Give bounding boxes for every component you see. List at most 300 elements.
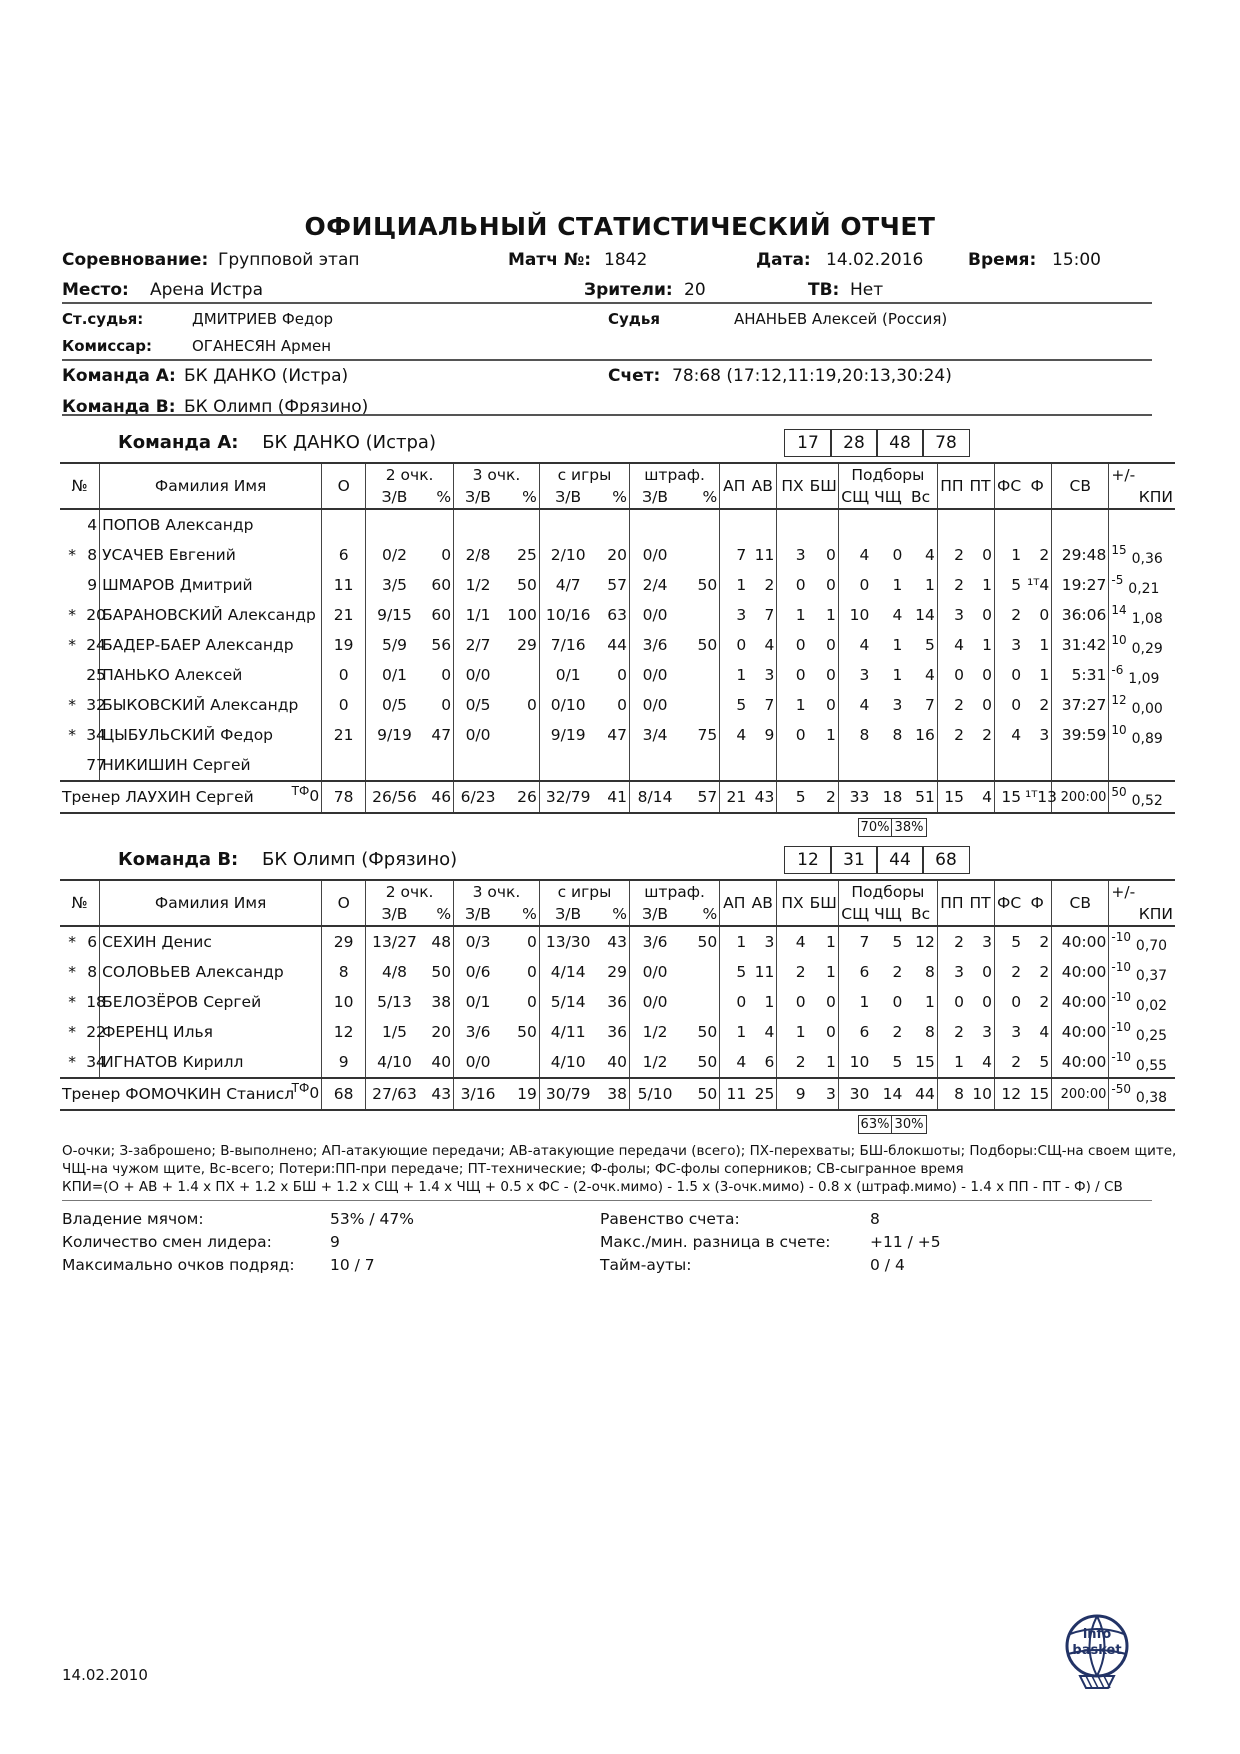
total-av: 43 — [748, 781, 777, 813]
stat-fgpct: 43 — [597, 926, 630, 957]
pm-kpi-cell — [1109, 987, 1175, 1017]
stat-fg — [539, 750, 596, 781]
stat-ft — [630, 509, 681, 540]
player-row — [60, 540, 1175, 570]
kpi-value: 0,02 — [1135, 998, 1168, 1014]
stat-fs: 2 — [1011, 963, 1022, 981]
stat-ph — [777, 750, 808, 781]
team-a-label: Команда А: — [62, 366, 176, 386]
stat-fg: 9/19 — [550, 726, 586, 744]
stat-p2pct: 56 — [423, 630, 454, 660]
col-header-3pt: 3 очк. — [454, 880, 540, 903]
total-fg: 32/79 — [539, 781, 596, 813]
max-run-value: 10 / 7 — [330, 1256, 375, 1274]
margin-label: Макс./мин. разница в счете: — [600, 1233, 831, 1251]
stat-chsch: 0 — [892, 993, 903, 1011]
lead-changes-value: 9 — [330, 1233, 340, 1251]
stat-pt: 4 — [966, 1047, 995, 1078]
stat-ft: 2/4 — [642, 576, 668, 594]
team-a-header-label: Команда А: — [118, 432, 239, 453]
stat-ap: 1 — [736, 1023, 747, 1041]
stat-ftpct — [680, 600, 720, 630]
total-fgpct: 38 — [597, 1078, 630, 1110]
player-row — [60, 720, 1175, 750]
competition-value: Групповой этап — [218, 250, 360, 270]
stat-pt: 0 — [966, 660, 995, 690]
stat-fgpct: 47 — [597, 720, 630, 750]
plus-minus: 10 — [1111, 633, 1127, 647]
stat-sv: 19:27 — [1052, 570, 1109, 600]
stat-ft: 3/4 — [642, 726, 668, 744]
stat-av: 1 — [748, 987, 777, 1017]
stat-ph: 3 — [795, 546, 806, 564]
stat-p2pct: 0 — [423, 660, 454, 690]
player-row — [60, 630, 1175, 660]
pm-kpi-cell — [1109, 957, 1175, 987]
total-vs: 44 — [904, 1078, 937, 1110]
stat-p2pct: 0 — [423, 690, 454, 720]
ref-value: АНАНЬЕВ Алексей (Россия) — [734, 310, 948, 328]
ties-value: 8 — [870, 1210, 880, 1228]
total-pp: 8 — [937, 1078, 966, 1110]
stat-p2pct: 60 — [423, 600, 454, 630]
stat-pts: 8 — [322, 957, 366, 987]
stat-pt: 1 — [966, 630, 995, 660]
stat-fs: 0 — [1011, 993, 1022, 1011]
stat-pt: 3 — [966, 1017, 995, 1047]
stat-p3pct — [502, 750, 539, 781]
stat-sch — [838, 750, 871, 781]
team-b-header-name: БК Олимп (Фрязино) — [261, 849, 458, 870]
stat-p3: 0/0 — [465, 1053, 491, 1071]
stat-ftpct: 50 — [680, 570, 720, 600]
pm-kpi-cell — [1109, 690, 1175, 720]
stat-fs: 4 — [1011, 726, 1022, 744]
stat-p3pct — [502, 509, 539, 540]
stat-fs: 3 — [1011, 636, 1022, 654]
stat-p2pct: 50 — [423, 957, 454, 987]
stat-no: 22 — [84, 1017, 99, 1047]
total-p3pct: 19 — [502, 1078, 539, 1110]
stat-chsch: 8 — [892, 726, 903, 744]
total-sv: 200:00 — [1052, 781, 1109, 813]
stat-p3pct: 0 — [502, 690, 539, 720]
date-label: Дата: — [756, 250, 811, 270]
total-pp: 15 — [937, 781, 966, 813]
stat-p3: 3/6 — [465, 1023, 491, 1041]
team-a-header-name: БК ДАНКО (Истра) — [262, 432, 436, 453]
total-p2: 26/56 — [366, 781, 423, 813]
pm-kpi-cell — [1109, 750, 1175, 781]
stat-p2: 5/9 — [382, 636, 407, 654]
stat-p3pct — [502, 720, 539, 750]
stat-pt: 2 — [966, 720, 995, 750]
stat-ft — [630, 750, 681, 781]
col-header-pct: % — [423, 903, 454, 926]
divider — [62, 302, 1152, 304]
stat-ap: 1 — [736, 666, 747, 684]
stat-pp: 0 — [954, 666, 964, 684]
quarter-score: 28 — [830, 429, 878, 457]
stat-vs — [904, 509, 937, 540]
stat-pts: 19 — [322, 630, 366, 660]
kpi-value: 0,70 — [1135, 938, 1168, 954]
stat-bsh: 1 — [808, 600, 839, 630]
stat-p2pct: 48 — [423, 926, 454, 957]
team-a-quarters — [784, 429, 974, 457]
stat-p3: 0/0 — [465, 666, 491, 684]
stat-ft: 1/2 — [642, 1053, 668, 1071]
stat-bsh: 0 — [808, 540, 839, 570]
kpi-value: 0,00 — [1131, 701, 1163, 717]
stat-fs: 5 — [1011, 933, 1022, 951]
stat-p2: 0/2 — [382, 546, 407, 564]
stat-p3: 2/7 — [465, 636, 491, 654]
col-header-sv: СВ — [1052, 880, 1109, 926]
stat-p2pct: 20 — [423, 1017, 454, 1047]
col-header-sv: СВ — [1052, 463, 1109, 509]
stat-pts: 21 — [322, 600, 366, 630]
col-header-pt: ПТ — [966, 880, 995, 926]
stat-f: 1 — [1023, 660, 1052, 690]
stat-fgpct — [597, 509, 630, 540]
stat-fg: 10/16 — [545, 606, 591, 624]
quarter-score: 68 — [922, 846, 970, 874]
stat-pp: 0 — [954, 993, 964, 1011]
quarter-score: 48 — [876, 429, 924, 457]
tv-label: ТВ: — [808, 280, 840, 300]
col-header-2pt: 2 очк. — [366, 463, 454, 486]
stat-pp: 2 — [954, 1023, 964, 1041]
stat-ph: 4 — [795, 933, 806, 951]
stat-pts: 0 — [322, 690, 366, 720]
stat-sch: 4 — [859, 696, 870, 714]
col-header-fs: ФС — [995, 880, 1024, 926]
stat-star: * — [68, 1023, 76, 1041]
total-pts: 78 — [322, 781, 366, 813]
col-header-no: № — [60, 463, 100, 509]
team-total-row — [60, 1078, 1175, 1110]
stat-pp: 2 — [954, 576, 964, 594]
time-value: 15:00 — [1052, 250, 1101, 270]
stat-fs: 0 — [1011, 696, 1022, 714]
stat-pp — [937, 750, 966, 781]
stat-chsch: 3 — [892, 696, 903, 714]
stat-f — [1023, 509, 1052, 540]
quarter-score: 31 — [830, 846, 878, 874]
pm-kpi-cell — [1109, 509, 1175, 540]
col-header-fg: с игры — [539, 463, 629, 486]
stat-name: БЕЛОЗЁРОВ Сергей — [100, 987, 322, 1017]
coach-cell — [60, 781, 322, 813]
stat-pt: 0 — [966, 957, 995, 987]
plus-minus: 14 — [1111, 603, 1127, 617]
plus-minus: -6 — [1111, 663, 1124, 677]
stat-no: 34 — [84, 720, 99, 750]
team-a-stats-table — [60, 462, 1175, 814]
total-ft: 8/14 — [630, 781, 681, 813]
player-row — [60, 987, 1175, 1017]
stat-name: ФЕРЕНЦ Илья — [100, 1017, 322, 1047]
max-run-label: Максимально очков подряд: — [62, 1256, 295, 1274]
total-ft: 5/10 — [630, 1078, 681, 1110]
stat-f: 5 — [1023, 1047, 1052, 1078]
stat-sch: 1 — [859, 993, 870, 1011]
ref-label: Судья — [608, 310, 661, 328]
player-row — [60, 570, 1175, 600]
stat-fgpct: 29 — [597, 957, 630, 987]
total-ftpct: 50 — [680, 1078, 720, 1110]
reb-pct-off: 38% — [891, 818, 927, 837]
stat-star: * — [68, 636, 76, 654]
stat-p2pct: 40 — [423, 1047, 454, 1078]
stat-p3pct: 50 — [502, 1017, 539, 1047]
stat-ftpct: 50 — [680, 1017, 720, 1047]
coach-name: Тренер ЛАУХИН Сергей — [62, 788, 254, 806]
stat-ft: 0/0 — [642, 993, 668, 1011]
stat-p3 — [454, 509, 502, 540]
stat-ft: 0/0 — [642, 546, 668, 564]
stat-vs: 14 — [904, 600, 937, 630]
plus-minus: 50 — [1111, 785, 1127, 799]
stat-name: БЫКОВСКИЙ Александр — [100, 690, 322, 720]
stat-p3: 0/1 — [465, 993, 491, 1011]
stat-p2: 1/5 — [382, 1023, 407, 1041]
pm-kpi-cell — [1109, 570, 1175, 600]
total-ap: 21 — [720, 781, 749, 813]
stat-f: 2 — [1023, 957, 1052, 987]
score-label: Счет: — [608, 366, 661, 386]
team-b-stats-table — [60, 879, 1175, 1111]
team-b-label: Команда В: — [62, 397, 176, 417]
timeouts-value: 0 / 4 — [870, 1256, 905, 1274]
stat-ap: 4 — [736, 1053, 747, 1071]
stat-p2 — [366, 750, 423, 781]
reb-pct-def: 63% — [858, 1115, 892, 1134]
col-header-pct: % — [680, 486, 720, 509]
stat-name: ПАНЬКО Алексей — [100, 660, 322, 690]
coach-cell — [60, 1078, 322, 1110]
stat-fs — [995, 509, 1024, 540]
stat-fgpct: 44 — [597, 630, 630, 660]
stat-sv — [1052, 750, 1109, 781]
pm-kpi-cell — [1109, 660, 1175, 690]
stat-p3pct: 0 — [502, 957, 539, 987]
stat-ft: 0/0 — [642, 666, 668, 684]
stat-name: ШМАРОВ Дмитрий — [100, 570, 322, 600]
stat-name: БАДЕР-БАЕР Александр — [100, 630, 322, 660]
pm-kpi-cell — [1109, 1078, 1175, 1110]
basketball-logo-icon — [1062, 1606, 1132, 1692]
stat-sv: 40:00 — [1052, 926, 1109, 957]
player-row — [60, 1047, 1175, 1078]
col-header-ph: ПХ — [777, 463, 808, 509]
stat-ftpct: 50 — [680, 926, 720, 957]
stat-sv: 31:42 — [1052, 630, 1109, 660]
tf-label: ТФ — [291, 784, 310, 798]
stat-ft: 0/0 — [642, 606, 668, 624]
plus-minus: -10 — [1111, 990, 1131, 1004]
stat-fs: 1 — [1011, 546, 1022, 564]
stat-star: * — [68, 606, 76, 624]
col-header-ft: штраф. — [630, 880, 720, 903]
stat-ftpct — [680, 690, 720, 720]
stat-fg: 5/14 — [550, 993, 586, 1011]
plus-minus: 10 — [1111, 723, 1127, 737]
stat-bsh — [808, 509, 839, 540]
stat-pp: 1 — [954, 1053, 964, 1071]
stat-av: 7 — [748, 600, 777, 630]
stat-vs: 8 — [904, 1017, 937, 1047]
stat-ph: 0 — [795, 666, 806, 684]
chief-ref-label: Ст.судья: — [62, 310, 144, 328]
stat-no: 4 — [84, 509, 99, 540]
col-header-zv: З/В — [630, 903, 681, 926]
stat-ft: 0/0 — [642, 963, 668, 981]
stat-star: * — [68, 1053, 76, 1071]
total-p3pct: 26 — [502, 781, 539, 813]
stat-star: * — [68, 726, 76, 744]
stat-ap: 0 — [736, 993, 747, 1011]
stat-p3: 0/6 — [465, 963, 491, 981]
stat-p2pct: 0 — [423, 540, 454, 570]
match-label: Матч №: — [508, 250, 592, 270]
stat-ftpct — [680, 750, 720, 781]
stat-av — [748, 750, 777, 781]
legend-line: О-очки; З-заброшено; В-выполнено; АП-атакующие передачи; АВ-атакующие передачи (всего); ПХ-перехваты; БШ-блокшоты; Подборы:СЩ-на своем щите, — [62, 1143, 1177, 1159]
col-header-kpi: КПИ — [1109, 903, 1175, 926]
stat-pp — [937, 509, 966, 540]
quarter-score: 17 — [784, 429, 832, 457]
total-sch: 30 — [838, 1078, 871, 1110]
stat-f: 2 — [1023, 987, 1052, 1017]
stat-p2: 5/13 — [377, 993, 412, 1011]
team-total-row — [60, 781, 1175, 813]
col-header-zv: З/В — [454, 486, 502, 509]
possession-label: Владение мячом: — [62, 1210, 204, 1228]
stat-sv — [1052, 509, 1109, 540]
stat-pts: 10 — [322, 987, 366, 1017]
stat-fgpct: 20 — [597, 540, 630, 570]
kpi-value: 0,21 — [1128, 581, 1160, 597]
divider — [62, 359, 1152, 361]
stat-av — [748, 509, 777, 540]
stat-pts: 0 — [322, 660, 366, 690]
stat-ftpct — [680, 540, 720, 570]
col-header-zv: З/В — [630, 486, 681, 509]
stat-star: * — [68, 993, 76, 1011]
total-ph: 9 — [777, 1078, 808, 1110]
col-header-zv: З/В — [539, 486, 596, 509]
stat-fs: 2 — [1011, 606, 1022, 624]
stat-star: * — [68, 963, 76, 981]
stat-name: БАРАНОВСКИЙ Александр — [100, 600, 322, 630]
stat-chsch: 1 — [892, 576, 903, 594]
stat-fg: 4/11 — [550, 1023, 586, 1041]
stat-bsh: 0 — [808, 987, 839, 1017]
total-fs: 15 — [995, 781, 1024, 813]
technical-fouls — [292, 1081, 320, 1102]
stat-name: ИГНАТОВ Кирилл — [100, 1047, 322, 1078]
col-header-pct: % — [597, 903, 630, 926]
stat-ph: 1 — [795, 606, 806, 624]
stat-p3pct — [502, 1047, 539, 1078]
player-row — [60, 957, 1175, 987]
stat-f: 3 — [1023, 720, 1052, 750]
col-header-av: АВ — [748, 463, 777, 509]
stat-f: ¹ᵀ4 — [1023, 570, 1052, 600]
col-header-pct: % — [423, 486, 454, 509]
stat-av: 4 — [748, 630, 777, 660]
stat-name: СЕХИН Денис — [100, 926, 322, 957]
stat-av: 11 — [748, 957, 777, 987]
stat-bsh: 0 — [808, 1017, 839, 1047]
stat-star — [60, 570, 84, 600]
quarter-score: 12 — [784, 846, 832, 874]
stat-sch: 10 — [849, 1053, 870, 1071]
stat-chsch: 1 — [892, 636, 903, 654]
stat-f: 1 — [1023, 630, 1052, 660]
stat-av: 6 — [748, 1047, 777, 1078]
stat-vs: 12 — [904, 926, 937, 957]
total-fs: 12 — [995, 1078, 1024, 1110]
col-header-pm: +/- — [1109, 880, 1175, 903]
pm-kpi-cell — [1109, 1047, 1175, 1078]
team-b-header — [118, 849, 457, 870]
col-header-rebounds: Подборы — [838, 463, 937, 486]
stat-ft: 0/0 — [642, 696, 668, 714]
stat-no: 8 — [84, 540, 99, 570]
stat-pts: 6 — [322, 540, 366, 570]
kpi-value: 0,37 — [1135, 968, 1168, 984]
stat-av: 3 — [748, 660, 777, 690]
stat-av: 2 — [748, 570, 777, 600]
plus-minus: -10 — [1111, 1050, 1131, 1064]
stat-bsh — [808, 750, 839, 781]
plus-minus: -5 — [1111, 573, 1124, 587]
total-pt: 4 — [966, 781, 995, 813]
tv-value: Нет — [850, 280, 884, 300]
stat-ap: 1 — [736, 933, 747, 951]
stat-f: 2 — [1023, 926, 1052, 957]
stat-fs: 0 — [1011, 666, 1022, 684]
total-av: 25 — [748, 1078, 777, 1110]
stat-ph: 0 — [795, 636, 806, 654]
stat-pp: 2 — [954, 933, 964, 951]
total-ap: 11 — [720, 1078, 749, 1110]
stat-fs — [995, 750, 1024, 781]
stat-p3 — [454, 750, 502, 781]
kpi-value: 0,52 — [1131, 793, 1163, 809]
stat-p3pct: 25 — [502, 540, 539, 570]
stat-star: * — [68, 546, 76, 564]
stat-fgpct: 63 — [597, 600, 630, 630]
legend-line: КПИ=(О + АВ + 1.4 х ПХ + 1.2 х БШ + 1.2 х СЩ + 1.4 х ЧЩ + 0.5 х ФС - (2-очк.мимо) - 1.5 х (3-очк.мимо) - 0.8 х (штраф.мимо) - 1.4 х ПП - ПТ - Ф) / СВ — [62, 1179, 1123, 1195]
report-title: ОФИЦИАЛЬНЫЙ СТАТИСТИЧЕСКИЙ ОТЧЕТ — [304, 212, 936, 241]
kpi-value: 0,29 — [1131, 641, 1163, 657]
stat-bsh: 0 — [808, 660, 839, 690]
ties-label: Равенство счета: — [600, 1210, 740, 1228]
col-header-name: Фамилия Имя — [100, 463, 322, 509]
total-bsh: 3 — [808, 1078, 839, 1110]
stat-ph: 0 — [795, 726, 806, 744]
stat-no: 25 — [84, 660, 99, 690]
chief-ref-value: ДМИТРИЕВ Федор — [192, 310, 334, 328]
stat-p3pct: 0 — [502, 987, 539, 1017]
stat-pt: 3 — [966, 926, 995, 957]
stat-fs: 5 — [1011, 576, 1022, 594]
stat-sch: 4 — [859, 636, 870, 654]
